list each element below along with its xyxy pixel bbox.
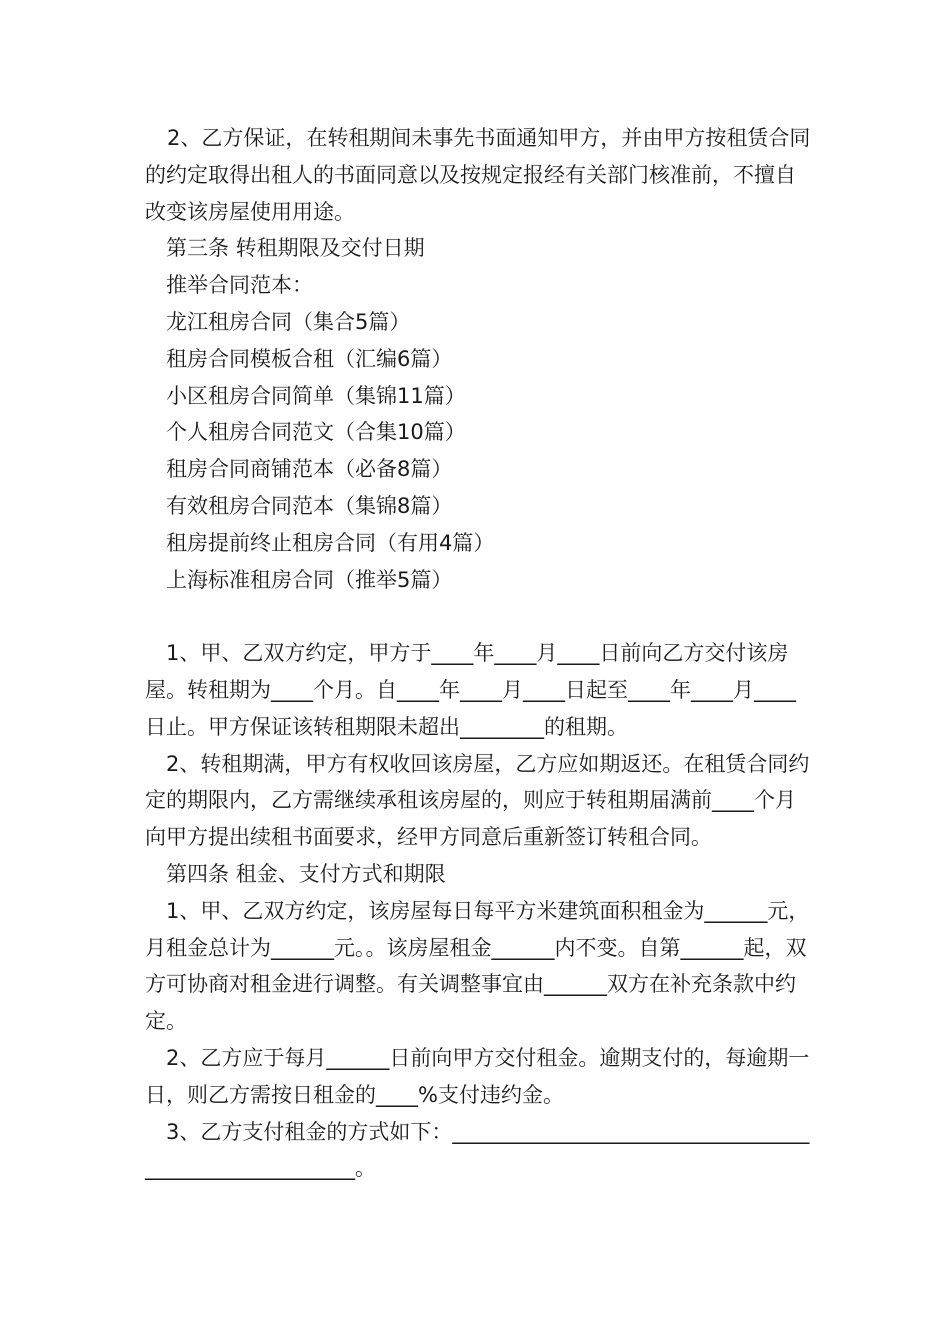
clause-3-2: 2、转租期满，甲方有权收回该房屋，乙方应如期返还。在租赁合同约定的期限内，乙方需继续承租该房屋的，则应于转租期届满前____个月向甲方提出续租书面要求，经甲方同意后重新签订转租合同。 bbox=[145, 751, 810, 850]
paragraph-tenant-guarantee: 2、乙方保证，在转租期间未事先书面通知甲方，并由甲方按租赁合同的约定取得出租人的书面同意以及按规定报经有关部门核准前，不擅自改变该房屋使用用途。 bbox=[145, 126, 811, 224]
heading-article-4: 第四条 租金、支付方式和期限 bbox=[166, 861, 446, 886]
recommend-link[interactable]: 租房合同模板合租（汇编6篇） bbox=[166, 346, 453, 371]
clause-4-3: 3、乙方支付租金的方式如下：______________________________________________________。 bbox=[145, 1119, 810, 1181]
clause-4-2: 2、乙方应于每月______日前向甲方交付租金。逾期支付的，每逾期一日，则乙方需按日租金的____%支付违约金。 bbox=[145, 1045, 810, 1107]
recommend-link[interactable]: 个人租房合同范文（合集10篇） bbox=[166, 420, 466, 445]
recommend-label: 推举合同范本： bbox=[166, 273, 313, 298]
recommend-link[interactable]: 小区租房合同简单（集锦11篇） bbox=[166, 383, 466, 408]
heading-article-3: 第三条 转租期限及交付日期 bbox=[166, 236, 425, 261]
recommend-link[interactable]: 上海标准租房合同（推举5篇） bbox=[166, 567, 453, 592]
blank-line bbox=[145, 598, 815, 635]
recommend-link[interactable]: 龙江租房合同（集合5篇） bbox=[166, 309, 411, 334]
recommend-link[interactable]: 有效租房合同范本（集锦8篇） bbox=[166, 493, 453, 518]
document-body bbox=[145, 120, 815, 1187]
clause-3-1: 1、甲、乙双方约定，甲方于____年____月____日前向乙方交付该房屋。转租期为____个月。自____年____月____日起至____年____月____日止。甲方保证该转租期限未超出________的租期。 bbox=[145, 641, 796, 739]
recommend-link[interactable]: 租房合同商铺范本（必备8篇） bbox=[166, 457, 453, 482]
clause-4-1: 1、甲、乙双方约定，该房屋每日每平方米建筑面积租金为______元，月租金总计为______元。。该房屋租金______内不变。自第______起，双方可协商对租金进行调整。有关调整事宜由______双方在补充条款中约定。 bbox=[145, 898, 810, 1034]
recommend-link[interactable]: 租房提前终止租房合同（有用4篇） bbox=[166, 530, 495, 555]
